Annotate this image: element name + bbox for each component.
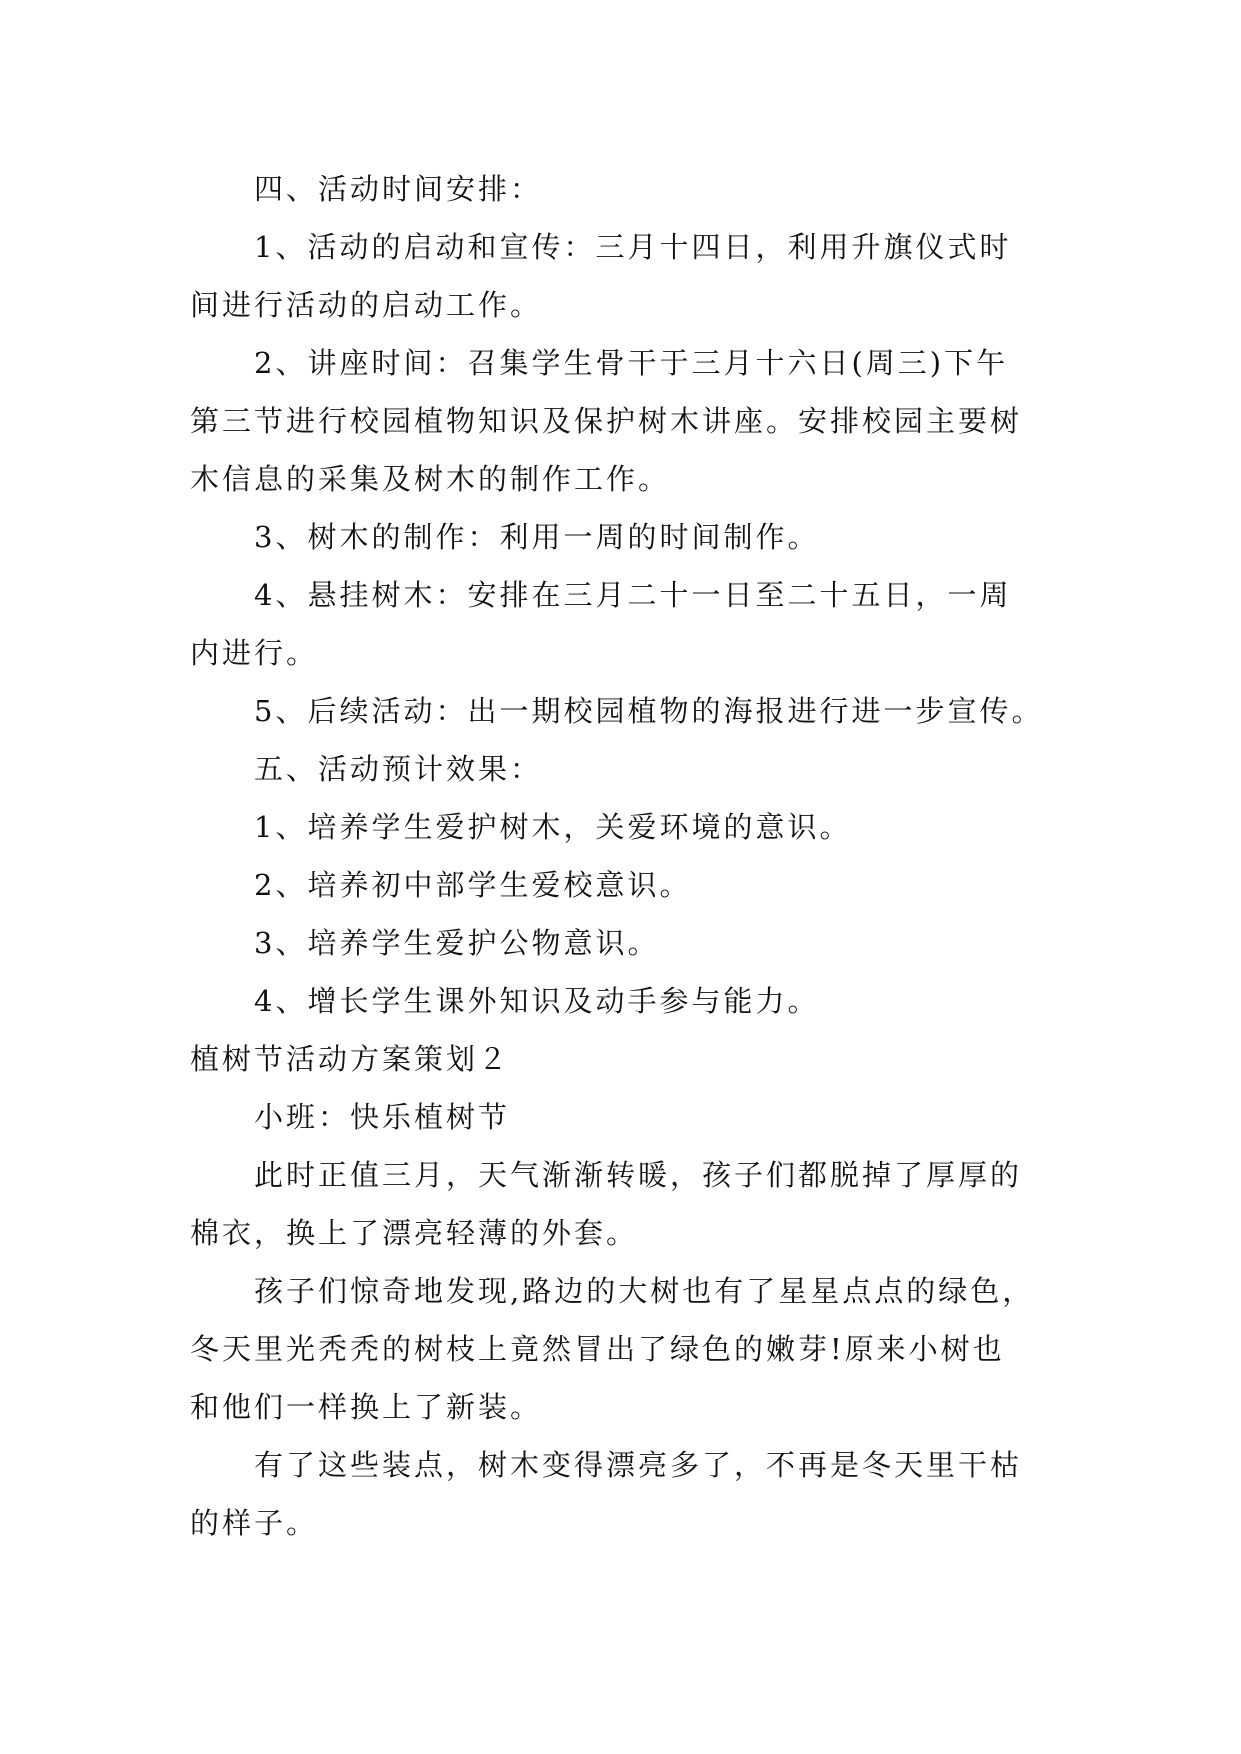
section-heading-effects: 五、活动预计效果： [254, 752, 543, 786]
section-heading-schedule: 四、活动时间安排： [254, 172, 543, 206]
paragraph-line: 冬天里光秃秃的树枝上竟然冒出了绿色的嫩芽!原来小树也 [190, 1332, 1005, 1366]
paragraph-line: 1、培养学生爱护树木，关爱环境的意识。 [254, 810, 852, 844]
paragraph-line: 的样子。 [190, 1506, 319, 1540]
paragraph-line: 孩子们惊奇地发现,路边的大树也有了星星点点的绿色， [254, 1274, 1035, 1308]
paragraph-line: 4、悬挂树木：安排在三月二十一日至二十五日，一周 [254, 578, 1012, 612]
paragraph-line: 3、培养学生爱护公物意识。 [254, 926, 660, 960]
paragraph-line: 1、活动的启动和宣传：三月十四日，利用升旗仪式时 [254, 230, 1012, 264]
paragraph-line: 2、讲座时间：召集学生骨干于三月十六日(周三)下午 [254, 346, 1009, 380]
paragraph-line: 5、后续活动：出一期校园植物的海报进行进一步宣传。 [254, 694, 1044, 728]
paragraph-line: 和他们一样换上了新装。 [190, 1390, 543, 1424]
paragraph-line: 此时正值三月，天气渐渐转暖，孩子们都脱掉了厚厚的 [254, 1158, 1023, 1192]
paragraph-line: 木信息的采集及树木的制作工作。 [190, 462, 671, 496]
paragraph-line: 有了这些装点，树木变得漂亮多了，不再是冬天里干枯 [254, 1448, 1023, 1482]
subheading-small-class: 小班：快乐植树节 [254, 1100, 511, 1134]
paragraph-line: 3、树木的制作：利用一周的时间制作。 [254, 520, 820, 554]
document-title-2: 植树节活动方案策划２ [190, 1042, 511, 1076]
paragraph-line: 内进行。 [190, 636, 319, 670]
paragraph-line: 棉衣，换上了漂亮轻薄的外套。 [190, 1216, 639, 1250]
paragraph-line: 第三节进行校园植物知识及保护树木讲座。安排校园主要树 [190, 404, 1023, 438]
document-body [190, 160, 1070, 1552]
paragraph-line: 2、培养初中部学生爱校意识。 [254, 868, 692, 902]
paragraph-line: 间进行活动的启动工作。 [190, 288, 543, 322]
paragraph-line: 4、增长学生课外知识及动手参与能力。 [254, 984, 820, 1018]
